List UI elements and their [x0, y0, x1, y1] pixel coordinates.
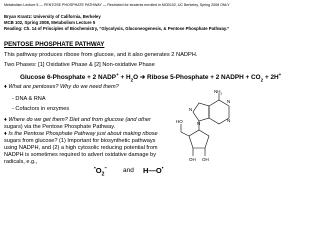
radical-text: H—O — [143, 166, 162, 175]
header-line: Metabolism Lecture 5 — PENTOSE PHOSPHATE PATHWAY — Restricted for students enrolled in MCB102, UC Berkeley, Spring 2008 ONLY — [4, 3, 230, 7]
question-sources-line1: ♦ Where do we get them? Diet and from glucose (and other — [4, 117, 151, 123]
question-purpose-line5: radicals, e.g., — [4, 159, 38, 165]
reading-title: “Glycolysis, Gluconeogenesis, & Pentose Phosphate Pathway.” — [99, 26, 230, 31]
ring-atom-n: N — [227, 99, 231, 104]
reading-line — [4, 26, 229, 31]
ring-atom-n: N — [227, 118, 231, 123]
question-purpose-line3: using NADPH, and (2) a high cytosolic reducing potential from — [4, 145, 158, 151]
radical-dot: • — [94, 165, 96, 172]
author-name: Bryan Krantz: University of California, Berkeley — [4, 14, 101, 19]
radical-sub: 2 — [101, 171, 105, 178]
question-sources-line2: sugars) via the Pentose Phosphate Pathway. — [4, 124, 116, 130]
eq-part: Glucose 6-Phosphate + 2 NADP — [20, 74, 117, 81]
radical-dot: • — [161, 165, 164, 172]
hydroxyl-label-2: OH — [202, 157, 209, 162]
eq-part: O — [133, 74, 140, 81]
question-purpose-line4: NADPH is sometimes required to advert oxidative damage by — [4, 152, 157, 158]
eq-part: Ribose 5-Phosphate + 2 NADPH + CO — [145, 74, 261, 81]
course-line: MCB 102, Spring 2008, Metabolism Lecture 5 — [4, 20, 96, 25]
eq-part: + 2H — [263, 74, 279, 81]
hydroxymethyl-label: HO — [176, 119, 183, 124]
eq-sup: + — [116, 71, 119, 77]
amine-label: $NH_2$ — [214, 90, 223, 96]
question-purpose-line1: ♦ Is the Pentose Phosphate Pathway just about making ribose — [4, 131, 158, 137]
eq-sup: + — [278, 71, 282, 77]
question-pentoses: ♦ What are pentoses? Why do we need them? — [4, 84, 119, 90]
bullet-cofactors: - Cofactors in enzymes — [12, 106, 70, 112]
phases-text: Two Phases: [1] Oxidative Phase & [2] Non-oxidative Phase — [4, 62, 155, 68]
eq-sub: 2 — [260, 77, 264, 83]
question-purpose-line2: sugars from glucose? (1) Important for biosynthetic pathways — [4, 138, 156, 144]
radical-charge: – — [104, 165, 108, 172]
section-title: PENTOSE PHOSPHATE PATHWAY — [4, 41, 105, 48]
ring-atom-n: N — [197, 121, 201, 126]
adenosine-molecule-diagram — [175, 90, 255, 170]
bullet-dna-rna: - DNA & RNA — [12, 96, 46, 102]
and-text: and — [123, 167, 134, 174]
reaction-equation — [20, 73, 281, 81]
reading-prefix: Reading: Ch. 14 of Principles of Biochemistry, — [4, 26, 100, 31]
superoxide-radical — [94, 166, 107, 178]
radical-text: O — [95, 166, 102, 175]
eq-sub: 2 — [130, 77, 134, 83]
arrow-icon: ➔ — [139, 74, 146, 81]
hydroxyl-radical — [143, 166, 164, 175]
ring-atom-n: N — [189, 107, 193, 112]
intro-text: This pathway produces ribose from glucose, and it also generates 2 NADPH. — [4, 52, 198, 58]
hydroxyl-label-1: OH — [189, 157, 196, 162]
eq-part: + H — [118, 74, 131, 81]
